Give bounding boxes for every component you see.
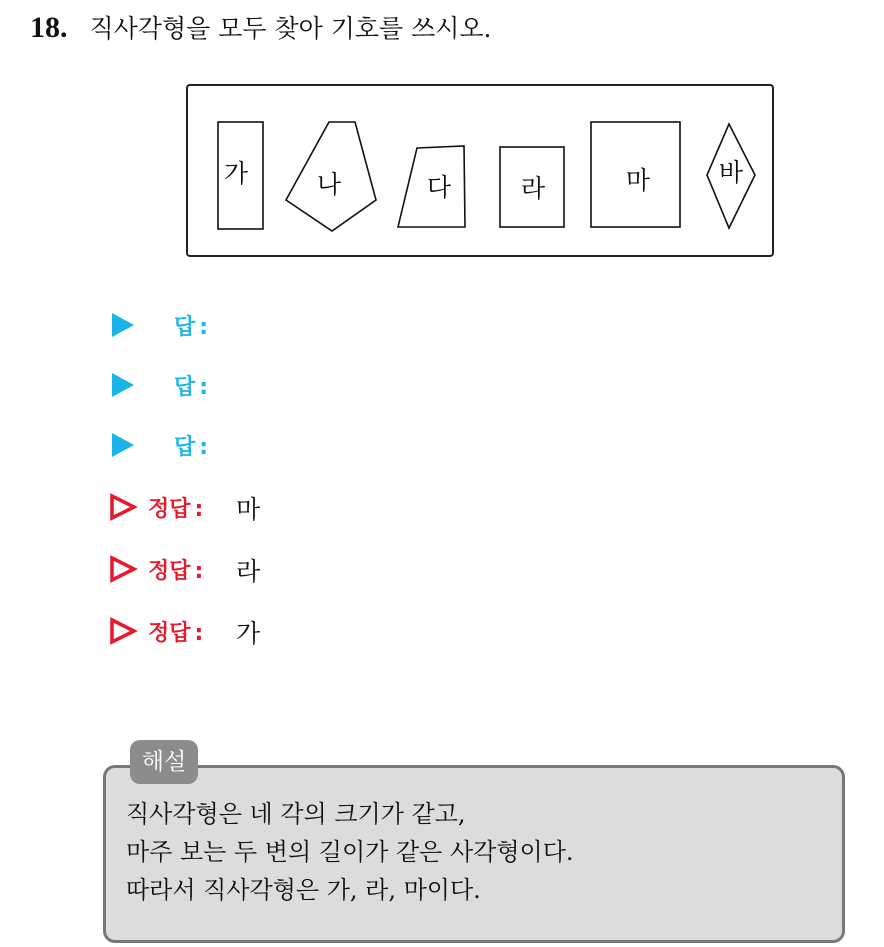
answer-row [108,306,408,346]
correct-answer-value: 라 [236,557,261,586]
correct-answer-row [108,488,408,528]
answer-colon: : [199,375,209,400]
correct-answer-row [108,612,408,652]
shape-label-da: 다 [426,173,452,202]
blue-triangle-icon [108,370,136,400]
correct-answer-colon: : [194,621,204,646]
question-text: 직사각형을 모두 찾아 기호를 쓰시오. [89,14,492,43]
answer-colon: : [199,435,209,460]
red-outline-triangle-icon [108,492,138,522]
figure-box [186,84,774,257]
shape-label-ga: 가 [223,159,249,188]
correct-answer-label: 정답 [148,559,191,584]
shapes-figure [188,86,776,259]
red-outline-triangle-icon [108,616,138,646]
explanation-tag: 해설 [130,740,198,784]
correct-answer-value: 가 [236,619,261,648]
answer-label: 답 [174,435,196,460]
blue-triangle-icon [108,430,136,460]
red-outline-triangle-icon [108,554,138,584]
question-number: 18. [30,11,68,44]
answer-label: 답 [174,375,196,400]
answer-row [108,426,408,466]
shape-label-na: 나 [316,170,342,199]
shape-label-ra: 라 [520,174,546,203]
answer-row [108,366,408,406]
correct-answer-colon: : [194,559,204,584]
shape-label-ba: 바 [718,158,744,187]
correct-answer-colon: : [194,497,204,522]
correct-answer-label: 정답 [148,497,191,522]
answer-label: 답 [174,315,196,340]
correct-answer-label: 정답 [148,621,191,646]
explanation-line: 따라서 직사각형은 가, 라, 마이다. [126,876,481,904]
explanation-line: 직사각형은 네 각의 크기가 같고, [126,800,466,828]
explanation-line: 마주 보는 두 변의 길이가 같은 사각형이다. [126,838,574,866]
shape-label-ma: 마 [625,166,651,195]
correct-answer-value: 마 [236,495,261,524]
blue-triangle-icon [108,310,136,340]
question [30,8,492,49]
answer-colon: : [199,315,209,340]
explanation-text [126,795,574,909]
correct-answer-row [108,550,408,590]
